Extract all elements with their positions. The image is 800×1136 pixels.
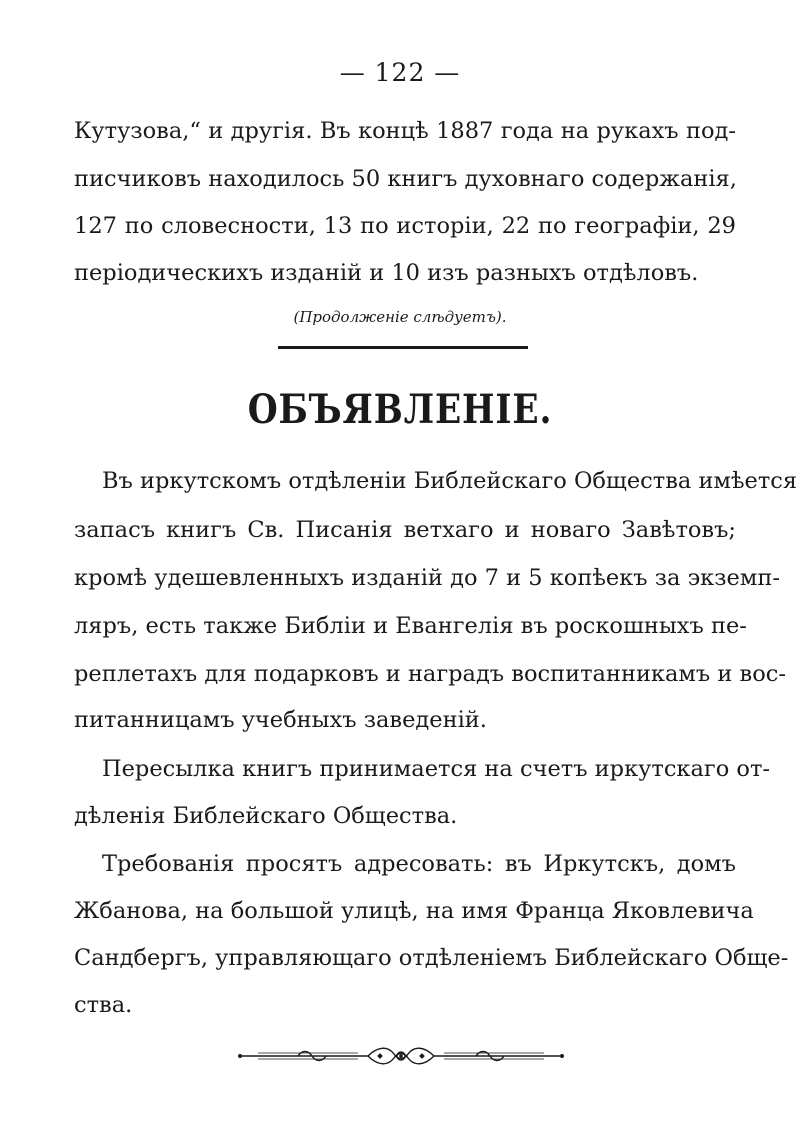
text-line: реплетахъ для подарковъ и наградъ воспитанникамъ и вос- (74, 661, 786, 687)
announcement-heading: ОБЪЯВЛЕНІЕ. (247, 386, 553, 433)
ornament-divider-icon (238, 1042, 564, 1070)
text-line: Кутузова,“ и другія. Въ концѣ 1887 года на рукахъ под- (74, 118, 736, 144)
text-line: ства. (74, 992, 133, 1018)
text-line: писчиковъ находилось 50 книгъ духовнаго содержанія, (74, 166, 737, 192)
text-line: Пересылка книгъ принимается на счетъ иркутскаго от- (102, 756, 770, 782)
text-line: Требованія просятъ адресовать: въ Иркутскъ, домъ (102, 851, 736, 877)
text-line: Въ иркутскомъ отдѣленіи Библейскаго Общества имѣется (102, 468, 798, 494)
page-number: — 122 — (339, 58, 461, 87)
text-line: дѣленія Библейскаго Общества. (74, 803, 458, 829)
text-line: ляръ, есть также Библіи и Евангелія въ роскошныхъ пе- (74, 613, 747, 639)
continued-note: (Продолженіе слѣдуетъ). (293, 308, 507, 326)
text-line: запасъ книгъ Св. Писанія ветхаго и новаго Завѣтовъ; (74, 517, 736, 543)
text-line: кромѣ удешевленныхъ изданій до 7 и 5 копѣекъ за экземп- (74, 565, 780, 591)
text-line: Жбанова, на большой улицѣ, на имя Франца Яковлевича (74, 898, 754, 924)
text-line: 127 по словесности, 13 по исторіи, 22 по географіи, 29 (74, 213, 736, 239)
text-line: Сандбергъ, управляющаго отдѣленіемъ Библейскаго Обще- (74, 945, 789, 971)
text-line: періодическихъ изданій и 10 изъ разныхъ отдѣловъ. (74, 260, 699, 286)
section-divider (278, 346, 528, 349)
text-line: питанницамъ учебныхъ заведеній. (74, 707, 487, 733)
